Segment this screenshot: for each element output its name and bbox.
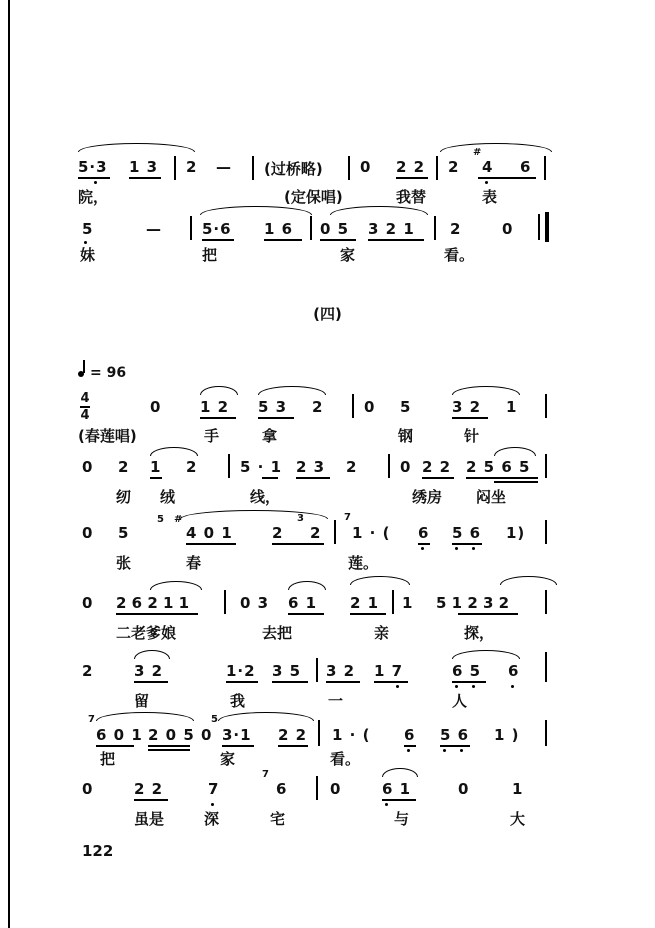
note: 0 xyxy=(502,220,514,238)
tie-arc xyxy=(500,576,557,585)
underline xyxy=(396,177,428,179)
lyric: 宅 xyxy=(270,810,286,828)
tie-arc xyxy=(150,581,202,590)
underline xyxy=(466,477,538,479)
note: 2 xyxy=(312,398,324,416)
lyric: 留 xyxy=(134,692,150,710)
tempo-marking xyxy=(78,365,126,381)
tie-arc xyxy=(150,447,198,456)
tie-arc xyxy=(452,386,520,395)
note-group: 2 3 xyxy=(296,458,326,476)
note: 2 xyxy=(118,458,130,476)
note-group: 1·2 xyxy=(226,662,256,680)
lyric: 大 xyxy=(510,810,526,828)
note-group: 2 0 5 0 xyxy=(148,726,213,744)
note-group: 5·3 xyxy=(78,158,108,176)
barline xyxy=(348,156,350,180)
underline xyxy=(350,613,386,615)
barline xyxy=(545,652,547,682)
time-signature-top: 4 xyxy=(80,391,90,406)
note: 2 xyxy=(310,524,322,542)
lyric: 二老爹娘 xyxy=(116,624,177,642)
lyric: 一 xyxy=(328,692,344,710)
tie-arc xyxy=(258,386,326,395)
barline xyxy=(392,590,394,614)
note-group: 6 0 1 xyxy=(96,726,143,744)
underline xyxy=(458,613,518,615)
underline xyxy=(264,239,302,241)
underline xyxy=(320,239,356,241)
note-group: 1 · ( xyxy=(352,524,391,542)
lyric: (定保唱) xyxy=(284,188,343,206)
quarter-note-icon xyxy=(78,371,84,377)
low-dot xyxy=(385,803,388,806)
lyric: 钢 xyxy=(398,427,414,445)
underline xyxy=(262,477,278,479)
underline xyxy=(226,681,258,683)
note-group: 2 1 xyxy=(350,594,380,612)
barline xyxy=(224,590,226,614)
note-group: 5 6 xyxy=(440,726,470,744)
underline xyxy=(374,681,408,683)
underline xyxy=(418,543,430,545)
tie-arc xyxy=(134,650,170,659)
note-group: 3 2 xyxy=(452,398,482,416)
note: 6 xyxy=(404,726,416,744)
barline xyxy=(310,216,312,240)
underline xyxy=(296,477,330,479)
page-number: 122 xyxy=(82,842,114,860)
note: 0 xyxy=(360,158,372,176)
grace-note: 7 xyxy=(88,714,95,725)
note-group: 2 5 6 5 xyxy=(466,458,531,476)
note-group: 1 7 xyxy=(374,662,404,680)
barline xyxy=(545,590,547,614)
tie-arc xyxy=(288,581,326,590)
note: 0 xyxy=(364,398,376,416)
note-group: 2 6 2 1 1 xyxy=(116,594,190,612)
lyric: 表 xyxy=(482,188,498,206)
note-group: 3 5 xyxy=(272,662,302,680)
lyric: 看。 xyxy=(330,750,361,768)
low-dot xyxy=(421,547,424,550)
low-dot xyxy=(407,749,410,752)
grace-note: 5 xyxy=(211,714,218,725)
lyric: 手 xyxy=(204,427,220,445)
note: 1 xyxy=(506,398,518,416)
barline xyxy=(316,658,318,682)
time-signature xyxy=(80,392,90,422)
note-group: 1 3 xyxy=(129,158,159,176)
note-group: 5 3 xyxy=(258,398,288,416)
underline xyxy=(186,543,236,545)
final-barline xyxy=(545,212,549,242)
double-underline xyxy=(494,481,538,483)
note-group: 3 2 xyxy=(326,662,356,680)
barline xyxy=(545,720,547,746)
barline xyxy=(174,156,176,180)
low-dot xyxy=(455,685,458,688)
note: 1 ) xyxy=(494,726,520,744)
lyric: 拿 xyxy=(262,427,278,445)
low-dot xyxy=(485,181,488,184)
grace-note: 7 xyxy=(262,769,269,780)
note: 0 xyxy=(82,458,94,476)
note: 0 xyxy=(82,780,94,798)
barline xyxy=(334,520,336,544)
note: 0 xyxy=(458,780,470,798)
lyric: 去把 xyxy=(262,624,293,642)
note-group: 2 2 xyxy=(278,726,308,744)
tie-arc xyxy=(96,712,194,721)
note: 5 xyxy=(400,398,412,416)
tie-arc xyxy=(382,768,418,777)
lyric: 把 xyxy=(202,246,218,264)
underline xyxy=(478,177,536,179)
note: 1) xyxy=(506,524,526,542)
tempo-value: = 96 xyxy=(90,365,127,381)
lyric: (春莲唱) xyxy=(78,427,137,445)
underline xyxy=(134,681,168,683)
sharp-sign: # xyxy=(473,147,482,158)
low-dot xyxy=(472,685,475,688)
barline xyxy=(316,776,318,800)
lyric: 看。 xyxy=(444,246,475,264)
underline xyxy=(200,417,236,419)
lyric: 纫 xyxy=(116,488,132,506)
lyric: 与 xyxy=(394,810,410,828)
underline xyxy=(222,745,254,747)
note-group: 5 6 xyxy=(452,524,482,542)
dash: — xyxy=(216,158,232,176)
underline xyxy=(148,745,190,747)
lyric: 绣房 xyxy=(412,488,443,506)
underline xyxy=(129,177,161,179)
barline xyxy=(352,394,354,418)
underline xyxy=(116,613,198,615)
note: 5 xyxy=(82,220,94,238)
lyric: 我 xyxy=(230,692,246,710)
lyric: 张 xyxy=(116,554,132,572)
lyric: 绒 xyxy=(160,488,176,506)
section-heading: (四) xyxy=(313,305,342,323)
note-group: 1 6 xyxy=(264,220,294,238)
grace-note: 7 xyxy=(344,512,351,523)
tie-arc xyxy=(494,447,536,456)
barline xyxy=(388,454,390,478)
note: 2 xyxy=(346,458,358,476)
lyric: 探， xyxy=(464,624,495,642)
time-signature-bottom: 4 xyxy=(80,407,90,423)
note: 6 xyxy=(520,158,532,176)
note-group: 3 2 xyxy=(134,662,164,680)
barline xyxy=(544,156,546,180)
underline xyxy=(368,239,424,241)
grace-note: 5 xyxy=(157,514,164,525)
lyric: 线， xyxy=(250,488,281,506)
lyric: 把 xyxy=(100,750,116,768)
underline xyxy=(422,477,454,479)
barline xyxy=(318,720,320,746)
note: 0 xyxy=(82,594,94,612)
underline xyxy=(326,681,360,683)
note-group: 4 0 1 xyxy=(186,524,233,542)
tie-arc xyxy=(78,143,195,152)
low-dot xyxy=(443,749,446,752)
note: 1 xyxy=(150,458,162,476)
tie-arc xyxy=(200,206,312,215)
note-group: 6 1 xyxy=(382,780,412,798)
note: 4 xyxy=(482,158,494,176)
lyric: 针 xyxy=(464,427,480,445)
underline xyxy=(78,177,110,179)
underline xyxy=(96,745,134,747)
note: 0 xyxy=(400,458,412,476)
lyric: 妹 xyxy=(80,246,96,264)
bridge-note: (过桥略) xyxy=(264,160,323,178)
lyric: 院， xyxy=(78,188,109,206)
lyric: 莲。 xyxy=(348,554,379,572)
note: 0 xyxy=(330,780,342,798)
underline xyxy=(452,417,488,419)
lyric: 亲 xyxy=(374,624,390,642)
lyric: 家 xyxy=(220,750,236,768)
low-dot xyxy=(455,547,458,550)
note: 2 xyxy=(186,458,198,476)
underline xyxy=(404,745,416,747)
note: 1 xyxy=(402,594,414,612)
note: 5 xyxy=(118,524,130,542)
barline xyxy=(538,214,540,240)
underline xyxy=(272,681,308,683)
note-group: 3 2 1 xyxy=(368,220,415,238)
tie-arc xyxy=(200,386,238,395)
note-group: 0 3 xyxy=(240,594,270,612)
underline xyxy=(452,543,482,545)
note-group: 0 5 xyxy=(320,220,350,238)
note-group: 5 · 1 xyxy=(240,458,283,476)
lyric: 家 xyxy=(340,246,356,264)
lyric: 虽是 xyxy=(134,810,165,828)
note: 2 xyxy=(186,158,198,176)
barline xyxy=(252,156,254,180)
note: 2 xyxy=(82,662,94,680)
lyric: 春 xyxy=(186,554,202,572)
note-group: 6 1 xyxy=(288,594,318,612)
note: 0 xyxy=(82,524,94,542)
underline xyxy=(382,799,416,801)
note: 6 xyxy=(276,780,288,798)
underline xyxy=(452,681,486,683)
low-dot xyxy=(211,803,214,806)
note-group: 2 2 xyxy=(134,780,164,798)
note-group: 2 2 xyxy=(396,158,426,176)
double-underline xyxy=(148,749,190,751)
note: 2 xyxy=(450,220,462,238)
tie-arc xyxy=(440,143,552,152)
underline xyxy=(440,745,470,747)
barline xyxy=(436,156,438,180)
note: 6 xyxy=(418,524,430,542)
note-group: 6 5 xyxy=(452,662,482,680)
low-dot xyxy=(460,749,463,752)
note: 0 xyxy=(150,398,162,416)
low-dot xyxy=(511,685,514,688)
tie-arc xyxy=(218,712,314,721)
underline xyxy=(150,477,162,479)
barline xyxy=(545,454,547,478)
tie-arc xyxy=(330,206,428,215)
underline xyxy=(258,417,294,419)
barline xyxy=(190,216,192,240)
note: 7 xyxy=(208,780,220,798)
note-group: 5·6 xyxy=(202,220,232,238)
note: 1 xyxy=(512,780,524,798)
barline xyxy=(434,216,436,240)
tie-arc xyxy=(350,576,410,585)
sharp-sign: # xyxy=(174,514,183,525)
underline xyxy=(278,745,308,747)
barline xyxy=(545,394,547,418)
underline xyxy=(272,543,324,545)
low-dot xyxy=(396,685,399,688)
note-group: 1 · ( xyxy=(332,726,371,744)
underline xyxy=(202,239,234,241)
lyric: 人 xyxy=(452,692,468,710)
note-group: 5 1 2 3 2 xyxy=(436,594,510,612)
dash: — xyxy=(146,220,162,238)
note: 2 xyxy=(448,158,460,176)
lyric: 深 xyxy=(204,810,220,828)
lyric: 我替 xyxy=(396,188,427,206)
note-group: 1 2 xyxy=(200,398,230,416)
barline xyxy=(228,454,230,478)
note: 2 xyxy=(272,524,284,542)
underline xyxy=(134,799,168,801)
page-edge-rule xyxy=(8,0,10,928)
grace-note: 3 xyxy=(297,513,304,524)
note-group: 3·1 xyxy=(222,726,252,744)
low-dot xyxy=(94,181,97,184)
note: 6 xyxy=(508,662,520,680)
lyric: 闷坐 xyxy=(476,488,507,506)
barline xyxy=(545,520,547,544)
tie-arc xyxy=(180,510,328,519)
note-group: 2 2 xyxy=(422,458,452,476)
low-dot xyxy=(472,547,475,550)
tie-arc xyxy=(452,650,520,659)
underline xyxy=(288,613,324,615)
